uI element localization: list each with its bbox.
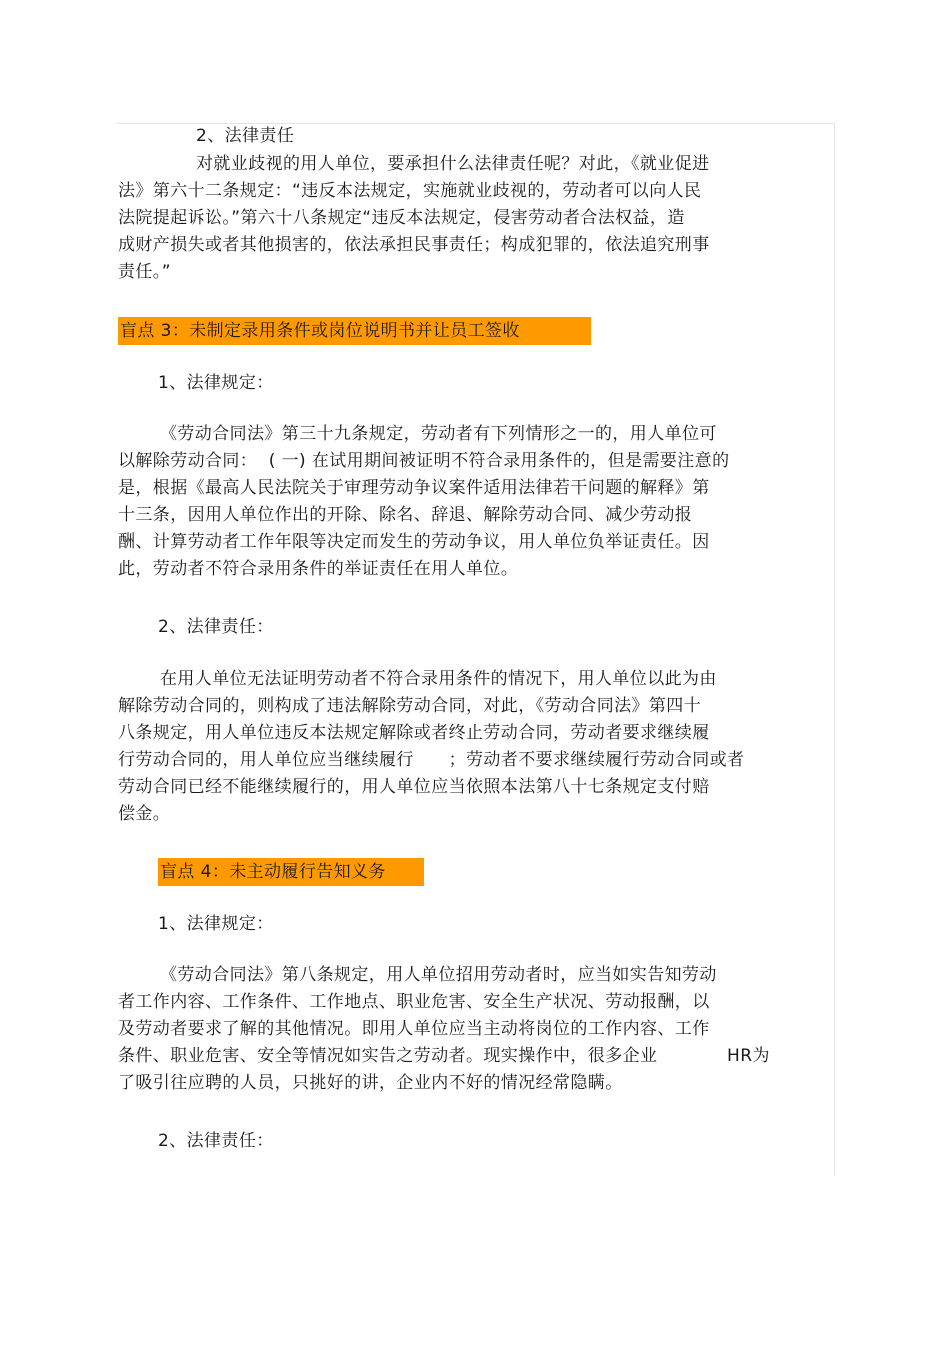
paragraph-line: 成财产损失或者其他损害的，依法承担民事责任；构成犯罪的，依法追究刑事: [118, 235, 710, 255]
paragraph-line: 十三条，因用人单位作出的开除、除名、辞退、解除劳动合同、减少劳动报: [118, 505, 693, 525]
paragraph-line: 偿金。: [118, 804, 171, 824]
paragraph-line: 条件、职业危害、安全等情况如实告之劳动者。现实操作中，很多企业 HR为: [118, 1046, 770, 1066]
subheading-legal-liability: 2、法律责任：: [158, 1131, 274, 1151]
section-heading-legal-liability: 2、法律责任: [196, 126, 295, 146]
paragraph-line: 是，根据《最高人民法院关于审理劳动争议案件适用法律若干问题的解释》第: [118, 478, 710, 498]
paragraph-line: 了吸引往应聘的人员，只挑好的讲，企业内不好的情况经常隐瞒。: [118, 1073, 623, 1093]
paragraph-line: 对就业歧视的用人单位，要承担什么法律责任呢？对此，《就业促进: [196, 154, 710, 174]
paragraph-line: 解除劳动合同的，则构成了违法解除劳动合同，对此，《劳动合同法》第四十: [118, 696, 702, 716]
paragraph-line: 法院提起诉讼。”第六十八条规定“违反本法规定，侵害劳动者合法权益，造: [118, 208, 685, 228]
paragraph-line: 者工作内容、工作条件、工作地点、职业危害、安全生产状况、劳动报酬，以: [118, 992, 710, 1012]
subheading-legal-rule: 1、法律规定：: [158, 373, 274, 393]
paragraph-line: 此，劳动者不符合录用条件的举证责任在用人单位。: [118, 559, 519, 579]
paragraph-line: 八条规定，用人单位违反本法规定解除或者终止劳动合同，劳动者要求继续履: [118, 723, 710, 743]
paragraph-line: 《劳动合同法》第八条规定，用人单位招用劳动者时，应当如实告知劳动: [160, 965, 717, 985]
paragraph-line: 及劳动者要求了解的其他情况。即用人单位应当主动将岗位的工作内容、工作: [118, 1019, 710, 1039]
paragraph-line: 行劳动合同的，用人单位应当继续履行 ；劳动者不要求继续履行劳动合同或者: [118, 750, 745, 770]
paragraph-line: 《劳动合同法》第三十九条规定，劳动者有下列情形之一的，用人单位可: [160, 424, 717, 444]
subheading-legal-liability: 2、法律责任：: [158, 617, 274, 637]
paragraph-line: 以解除劳动合同： ( 一) 在试用期间被证明不符合录用条件的，但是需要注意的: [118, 451, 730, 471]
paragraph-line: 在用人单位无法证明劳动者不符合录用条件的情况下，用人单位以此为由: [160, 669, 717, 689]
page-frame-top-border: [115, 123, 835, 124]
paragraph-line: 劳动合同已经不能继续履行的，用人单位应当依照本法第八十七条规定支付赔: [118, 777, 710, 797]
paragraph-line: 法》第六十二条规定：“违反本法规定，实施就业歧视的，劳动者可以向人民: [118, 181, 702, 201]
blindspot-4-title: 盲点 4：未主动履行告知义务: [160, 862, 386, 882]
paragraph-line: 责任。”: [118, 262, 171, 282]
blindspot-4-title-highlight: [158, 858, 424, 886]
subheading-legal-rule: 1、法律规定：: [158, 914, 274, 934]
paragraph-line: 酬、计算劳动者工作年限等决定而发生的劳动争议，用人单位负举证责任。因: [118, 532, 710, 552]
blindspot-3-title-highlight: [118, 317, 591, 345]
blindspot-3-title: 盲点 3：未制定录用条件或岗位说明书并让员工签收: [120, 321, 520, 341]
page-frame-right-border: [834, 123, 835, 1175]
